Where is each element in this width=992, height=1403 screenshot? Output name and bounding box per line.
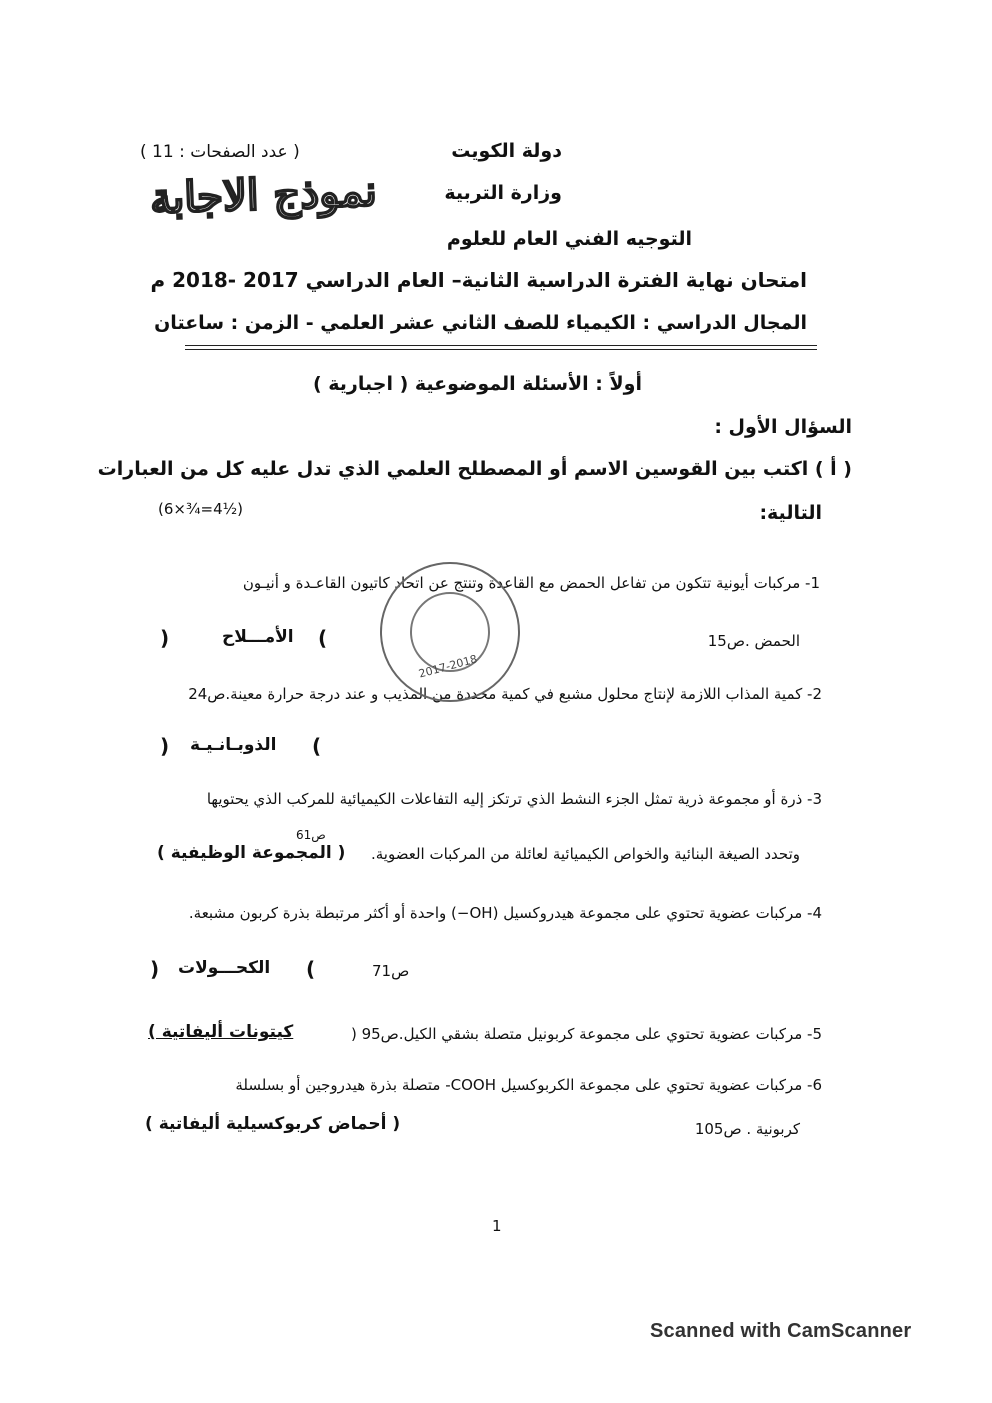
item-2-paren-right: ( (312, 734, 322, 758)
ministry-name: وزارة التربية (444, 182, 562, 204)
item-2-answer: الذوبـانـيـة (190, 735, 277, 755)
scoring-note: (6×¾=4½) (158, 500, 244, 518)
subject-line: المجال الدراسي : الكيمياء للصف الثاني عشر العلمي - الزمن : ساعتان (154, 312, 807, 334)
item-6-answer: ( أحماض كربوكسيلية أليفاتية ) (145, 1114, 401, 1134)
item-3-text-cont: وتحدد الصيغة البنائية والخواص الكيميائية لعائلة من المركبات العضوية. (370, 845, 800, 863)
item-4-text: 4- مركبات عضوية تحتوي على مجموعة هيدروكسيل (OH−) واحدة أو أكثر مرتبطة بذرة كربون مشبعة. (188, 904, 822, 922)
answer-model-stamp: نموذج الاجابة (149, 166, 378, 223)
item-2-paren-left: ) (160, 734, 170, 758)
scanner-footer: Scanned with CamScanner (650, 1320, 912, 1342)
item-1-answer: الأمـــلاح (222, 627, 294, 647)
state-name: دولة الكويت (451, 140, 562, 162)
question-title: السؤال الأول : (714, 416, 852, 438)
item-3-answer: ( المجموعة الوظيفية ) (157, 843, 346, 863)
page-number: 1 (492, 1217, 502, 1235)
item-1-paren-right: ( (318, 626, 328, 650)
part-a-instruction: ( أ ) اكتب بين القوسين الاسم أو المصطلح العلمي الذي تدل عليه كل من العبارات (97, 458, 852, 480)
item-5-answer: كيتونات أليفاتية ) (148, 1022, 294, 1042)
item-5-text: 5- مركبات عضوية تحتوي على مجموعة كربونيل متصلة بشقي الكيل.ص95 ( (350, 1025, 822, 1043)
item-3-text: 3- ذرة أو مجموعة ذرية تمثل الجزء النشط الذي ترتكز إليه التفاعلات الكيميائية للمركب الذي يحتويها (206, 790, 822, 808)
part-a-instruction-cont: التالية: (759, 502, 822, 524)
item-1-paren-left: ) (160, 626, 170, 650)
item-1-text-cont: الحمض .ص15 (707, 632, 800, 650)
section-title: أولاً : الأسئلة الموضوعية ( اجبارية ) (312, 373, 642, 395)
header-separator-thin (185, 349, 817, 350)
header-separator (185, 345, 817, 346)
item-2-text: 2- كمية المذاب اللازمة لإنتاج محلول مشبع في كمية محددة من المذيب و عند درجة حرارة معينة.ص24 (188, 685, 822, 703)
item-6-text: 6- مركبات عضوية تحتوي على مجموعة الكربوكسيل COOH- متصلة بذرة هيدروجين أو بسلسلة (235, 1076, 822, 1094)
item-1-text: 1- مركبات أيونية تتكون من تفاعل الحمض مع القاعدة وتنتج عن اتحاد كاتيون القاعـدة و أنيـون (242, 574, 820, 592)
guidance-title: التوجيه الفني العام للعلوم (446, 228, 692, 250)
item-4-paren-right: ( (306, 957, 316, 981)
item-4-page-ref: ص71 (372, 962, 410, 980)
official-stamp (380, 562, 520, 702)
item-3-page-ref: ص61 (296, 828, 326, 842)
item-4-answer: الكحـــولات (178, 958, 271, 978)
item-6-text-cont: كربونية . ص105 (694, 1120, 800, 1138)
stamp-year: 2017-2018 (417, 652, 479, 681)
pages-count: ( عدد الصفحات : 11 ) (140, 142, 300, 162)
item-4-paren-left: ) (150, 957, 160, 981)
exam-title: امتحان نهاية الفترة الدراسية الثانية– العام الدراسي 2017 -2018 م (150, 268, 807, 292)
